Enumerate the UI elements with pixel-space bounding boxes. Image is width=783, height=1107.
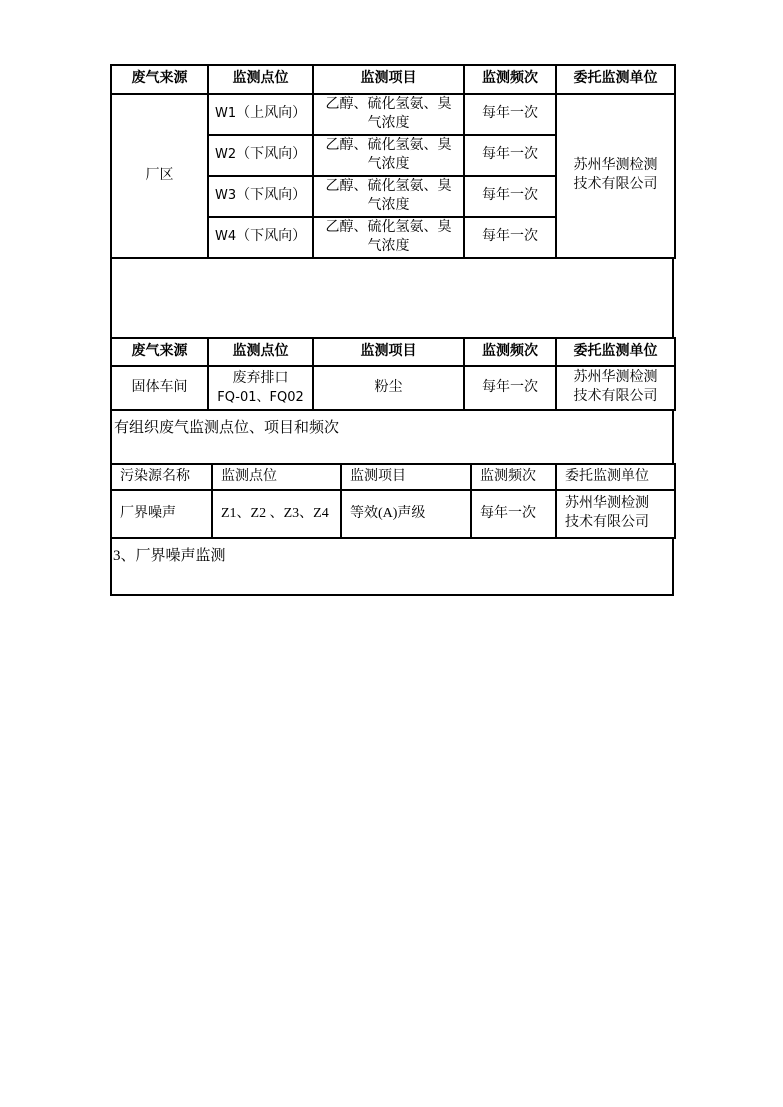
boundary-noise-monitoring-table [110, 463, 676, 539]
col-header-frequency: 监测频次 [471, 464, 556, 490]
point-direction: （上风向） [236, 106, 307, 122]
col-header-frequency: 监测频次 [464, 65, 556, 94]
header-row [111, 65, 675, 94]
point-direction: （下风向） [236, 147, 307, 163]
monitor-item-cell: 粉尘 [313, 366, 464, 410]
monitor-item-cell: 等效(A)声级 [341, 490, 471, 538]
point-code: W2 [215, 147, 237, 163]
frequency-cell: 每年一次 [464, 94, 556, 135]
monitor-point-cell: Z1、Z2 、Z3、Z4 [212, 490, 341, 538]
col-header-monitor-point: 监测点位 [208, 65, 313, 94]
agency-cell: 苏州华测检测技术有限公司 [556, 490, 675, 538]
col-header-frequency: 监测频次 [464, 338, 556, 366]
monitoring-plan-block [110, 64, 674, 596]
col-header-monitor-item: 监测项目 [313, 65, 464, 94]
col-header-monitor-point: 监测点位 [212, 464, 341, 490]
point-direction: （下风向） [236, 229, 307, 245]
table-row [111, 366, 675, 410]
col-header-gas-source: 废气来源 [111, 338, 208, 366]
monitor-point-cell [208, 135, 313, 176]
frequency-cell: 每年一次 [464, 176, 556, 217]
gas-source-cell: 固体车间 [111, 366, 208, 410]
ambient-gas-monitoring-table [110, 64, 676, 259]
frequency-cell: 每年一次 [464, 366, 556, 410]
monitor-point-cell [208, 217, 313, 258]
frequency-cell: 每年一次 [471, 490, 556, 538]
pollution-source-cell: 厂界噪声 [111, 490, 212, 538]
point-direction: （下风向） [236, 188, 307, 204]
col-header-monitor-item: 监测项目 [341, 464, 471, 490]
monitor-item-cell: 乙醇、硫化氢氨、臭气浓度 [313, 176, 464, 217]
frequency-cell: 每年一次 [464, 217, 556, 258]
organized-gas-caption: 有组织废气监测点位、项目和频次 [110, 411, 674, 463]
col-header-agency: 委托监测单位 [556, 65, 675, 94]
col-header-monitor-item: 监测项目 [313, 338, 464, 366]
monitor-point-cell [208, 366, 313, 410]
monitor-point-cell [208, 94, 313, 135]
monitor-item-cell: 乙醇、硫化氢氨、臭气浓度 [313, 135, 464, 176]
gas-source-cell: 厂区 [111, 94, 208, 258]
frequency-cell: 每年一次 [464, 135, 556, 176]
table-row [111, 490, 675, 538]
solid-workshop-gas-monitoring-table [110, 337, 676, 411]
col-header-agency: 委托监测单位 [556, 464, 675, 490]
col-header-monitor-point: 监测点位 [208, 338, 313, 366]
empty-strip [110, 259, 674, 337]
agency-cell: 苏州华测检测技术有限公司 [556, 366, 675, 410]
point-code: W1 [215, 106, 237, 122]
point-code: W3 [215, 188, 237, 204]
point-code: W4 [215, 229, 237, 245]
outlet-name: 废弃排口 [232, 370, 289, 386]
outlet-codes: FQ-01、FQ02 [217, 389, 304, 405]
col-header-agency: 委托监测单位 [556, 338, 675, 366]
monitor-point-cell [208, 176, 313, 217]
agency-cell: 苏州华测检测技术有限公司 [556, 94, 675, 258]
header-row [111, 464, 675, 490]
monitor-item-cell: 乙醇、硫化氢氨、臭气浓度 [313, 94, 464, 135]
col-header-gas-source: 废气来源 [111, 65, 208, 94]
table-row [111, 94, 675, 135]
noise-section-caption: 3、厂界噪声监测 [110, 539, 674, 596]
header-row [111, 338, 675, 366]
col-header-pollution-source: 污染源名称 [111, 464, 212, 490]
monitor-item-cell: 乙醇、硫化氢氨、臭气浓度 [313, 217, 464, 258]
